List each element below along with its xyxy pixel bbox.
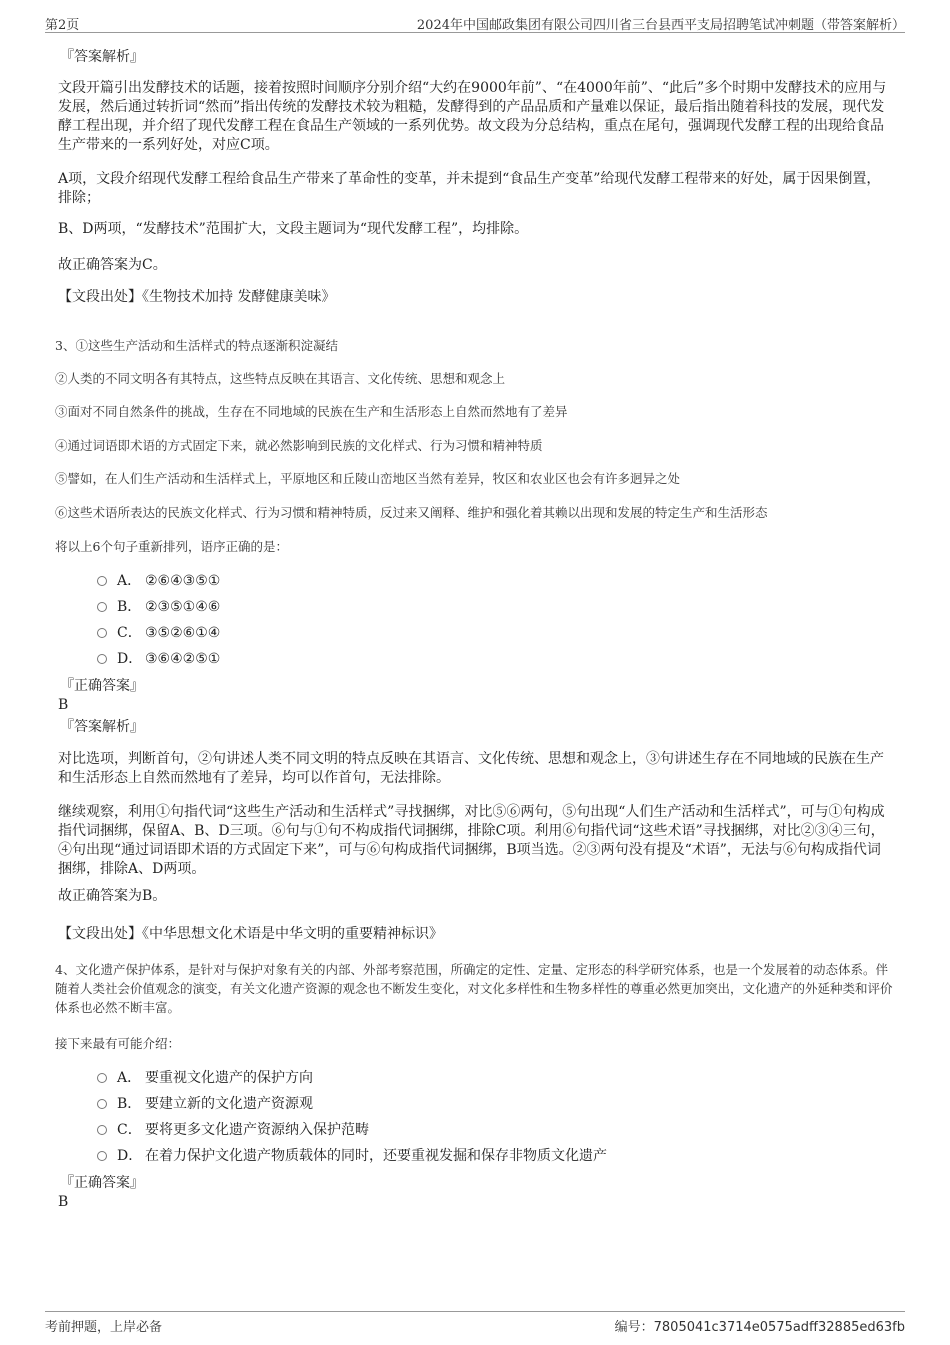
radio-icon[interactable] bbox=[97, 628, 107, 638]
radio-icon[interactable] bbox=[97, 1099, 107, 1109]
q4-answer-heading: 『正确答案』 bbox=[60, 1175, 144, 1191]
q4-prompt: 接下来最有可能介绍： bbox=[55, 1036, 181, 1051]
option-letter: D． bbox=[117, 651, 143, 667]
q2-source: 【文段出处】《生物技术加持 发酵健康美味》 bbox=[58, 289, 336, 305]
q4-option-d[interactable] bbox=[97, 1146, 607, 1166]
q3-stem-line-5: ⑤譬如，在人们生产活动和生活样式上，平原地区和丘陵山峦地区当然有差异，牧区和农业区也会有许多迥异之处 bbox=[55, 471, 681, 486]
page-footer bbox=[45, 1311, 905, 1334]
q3-analysis-paragraph-2: 继续观察，利用①句指代词“这些生产活动和生活样式”寻找捆绑，对比⑤⑥两句，⑤句出现“人们生产活动和生活样式”，可与①句构成指代词捆绑，保留A、B、D三项。⑥句与①句不构成指代词捆绑，排除C项。利用⑥句指代词“这些术语”寻找捆绑，对比②③④三句，④句出现“通过词语即术语的方式固定下来”，可与⑥句构成指代词捆绑，B项当选。②③两句没有提及“术语”，无法与⑥句构成指代词捆绑，排除A、D两项。 bbox=[58, 804, 885, 877]
document-title: 2024年中国邮政集团有限公司四川省三台县西平支局招聘笔试冲刺题（带答案解析） bbox=[416, 18, 905, 33]
q3-stem-line-2: ②人类的不同文明各有其特点，这些特点反映在其语言、文化传统、思想和观念上 bbox=[55, 371, 506, 386]
radio-icon[interactable] bbox=[97, 1125, 107, 1135]
document-code bbox=[615, 1316, 905, 1335]
code-value: 7805041c3714e0575adff32885ed63fb bbox=[653, 1320, 905, 1335]
q4-option-b[interactable] bbox=[97, 1094, 313, 1114]
option-letter: B． bbox=[117, 599, 142, 615]
option-text: 要建立新的文化遗产资源观 bbox=[145, 1096, 313, 1112]
q3-stem-line-6: ⑥这些术语所表达的民族文化样式、行为习惯和精神特质，反过来又阐释、维护和强化着其赖以出现和发展的特定生产和生活形态 bbox=[55, 505, 768, 520]
q3-analysis-paragraph-1: 对比选项，判断首句，②句讲述人类不同文明的特点反映在其语言、文化传统、思想和观念上，③句讲述生存在不同地域的民族在生产和生活形态上自然而然地有了差异，均可以作首句，无法排除。 bbox=[58, 751, 884, 786]
q3-conclusion: 故正确答案为B。 bbox=[58, 888, 167, 904]
radio-icon[interactable] bbox=[97, 1151, 107, 1161]
option-text: ③⑥④②⑤① bbox=[145, 651, 221, 667]
q3-option-c[interactable] bbox=[97, 623, 220, 643]
q3-answer-heading: 『正确答案』 bbox=[60, 678, 144, 694]
q2-conclusion: 故正确答案为C。 bbox=[58, 257, 167, 273]
q2-analysis-heading: 『答案解析』 bbox=[60, 49, 144, 65]
option-text: 在着力保护文化遗产物质载体的同时，还要重视发掘和保存非物质文化遗产 bbox=[145, 1148, 607, 1164]
q4-answer: B bbox=[58, 1194, 69, 1210]
option-letter: A． bbox=[117, 1070, 142, 1086]
radio-icon[interactable] bbox=[97, 576, 107, 586]
option-text: ②⑥④③⑤① bbox=[145, 573, 221, 589]
q4-stem: 4、文化遗产保护体系，是针对与保护对象有关的内部、外部考察范围，所确定的定性、定量、定形态的科学研究体系，也是一个发展着的动态体系。伴随着人类社会价值观念的演变，有关文化遗产资源的观念也不断发生变化，对文化多样性和生物多样性的尊重必然更加突出，文化遗产的外延种类和评价体系也必然不断丰富。 bbox=[55, 962, 893, 1015]
code-label: 编号： bbox=[614, 1320, 654, 1335]
q3-prompt: 将以上6个句子重新排列，语序正确的是： bbox=[55, 539, 288, 554]
q3-option-d[interactable] bbox=[97, 649, 220, 669]
q4-option-c[interactable] bbox=[97, 1120, 369, 1140]
q2-analysis-paragraph-3: B、D两项，“发酵技术”范围扩大，文段主题词为“现代发酵工程”，均排除。 bbox=[58, 221, 529, 237]
option-letter: C． bbox=[117, 625, 142, 641]
q3-option-a[interactable] bbox=[97, 571, 220, 591]
q3-stem-line-1: 3、①这些生产活动和生活样式的特点逐渐积淀凝结 bbox=[55, 338, 338, 353]
q2-analysis-paragraph-1: 文段开篇引出发酵技术的话题，接着按照时间顺序分别介绍“大约在9000年前”、“在4000年前”、“此后”多个时期中发酵技术的应用与发展，然后通过转折词“然而”指出传统的发酵技术较为粗糙，发酵得到的产品品质和产量难以保证，最后指出随着科技的发展，现代发酵工程出现，并介绍了现代发酵工程在食品生产领域的一系列优势。故文段为分总结构，重点在尾句，强调现代发酵工程的出现给食品生产带来的一系列好处，对应C项。 bbox=[58, 80, 887, 153]
radio-icon[interactable] bbox=[97, 602, 107, 612]
radio-icon[interactable] bbox=[97, 1073, 107, 1083]
page-header bbox=[45, 10, 905, 33]
q3-stem-line-4: ④通过词语即术语的方式固定下来，就必然影响到民族的文化样式、行为习惯和精神特质 bbox=[55, 438, 543, 453]
q3-source: 【文段出处】《中华思想文化术语是中华文明的重要精神标识》 bbox=[58, 926, 443, 942]
option-text: 要重视文化遗产的保护方向 bbox=[145, 1070, 313, 1086]
option-letter: C． bbox=[117, 1122, 142, 1138]
option-text: 要将更多文化遗产资源纳入保护范畴 bbox=[145, 1122, 369, 1138]
option-text: ②③⑤①④⑥ bbox=[145, 599, 221, 615]
radio-icon[interactable] bbox=[97, 654, 107, 664]
footer-slogan: 考前押题，上岸必备 bbox=[45, 1320, 163, 1335]
option-letter: A． bbox=[117, 573, 142, 589]
q2-analysis-paragraph-2: A项，文段介绍现代发酵工程给食品生产带来了革命性的变革，并未提到“食品生产变革”给现代发酵工程带来的好处，属于因果倒置，排除； bbox=[58, 171, 881, 206]
q3-stem-line-3: ③面对不同自然条件的挑战，生存在不同地域的民族在生产和生活形态上自然而然地有了差异 bbox=[55, 404, 568, 419]
q3-answer: B bbox=[58, 697, 69, 713]
page-number: 第2页 bbox=[45, 18, 80, 33]
q3-analysis-heading: 『答案解析』 bbox=[60, 719, 144, 735]
option-letter: B． bbox=[117, 1096, 142, 1112]
q4-option-a[interactable] bbox=[97, 1068, 313, 1088]
option-text: ③⑤②⑥①④ bbox=[145, 625, 221, 641]
q3-option-b[interactable] bbox=[97, 597, 220, 617]
option-letter: D． bbox=[117, 1148, 143, 1164]
